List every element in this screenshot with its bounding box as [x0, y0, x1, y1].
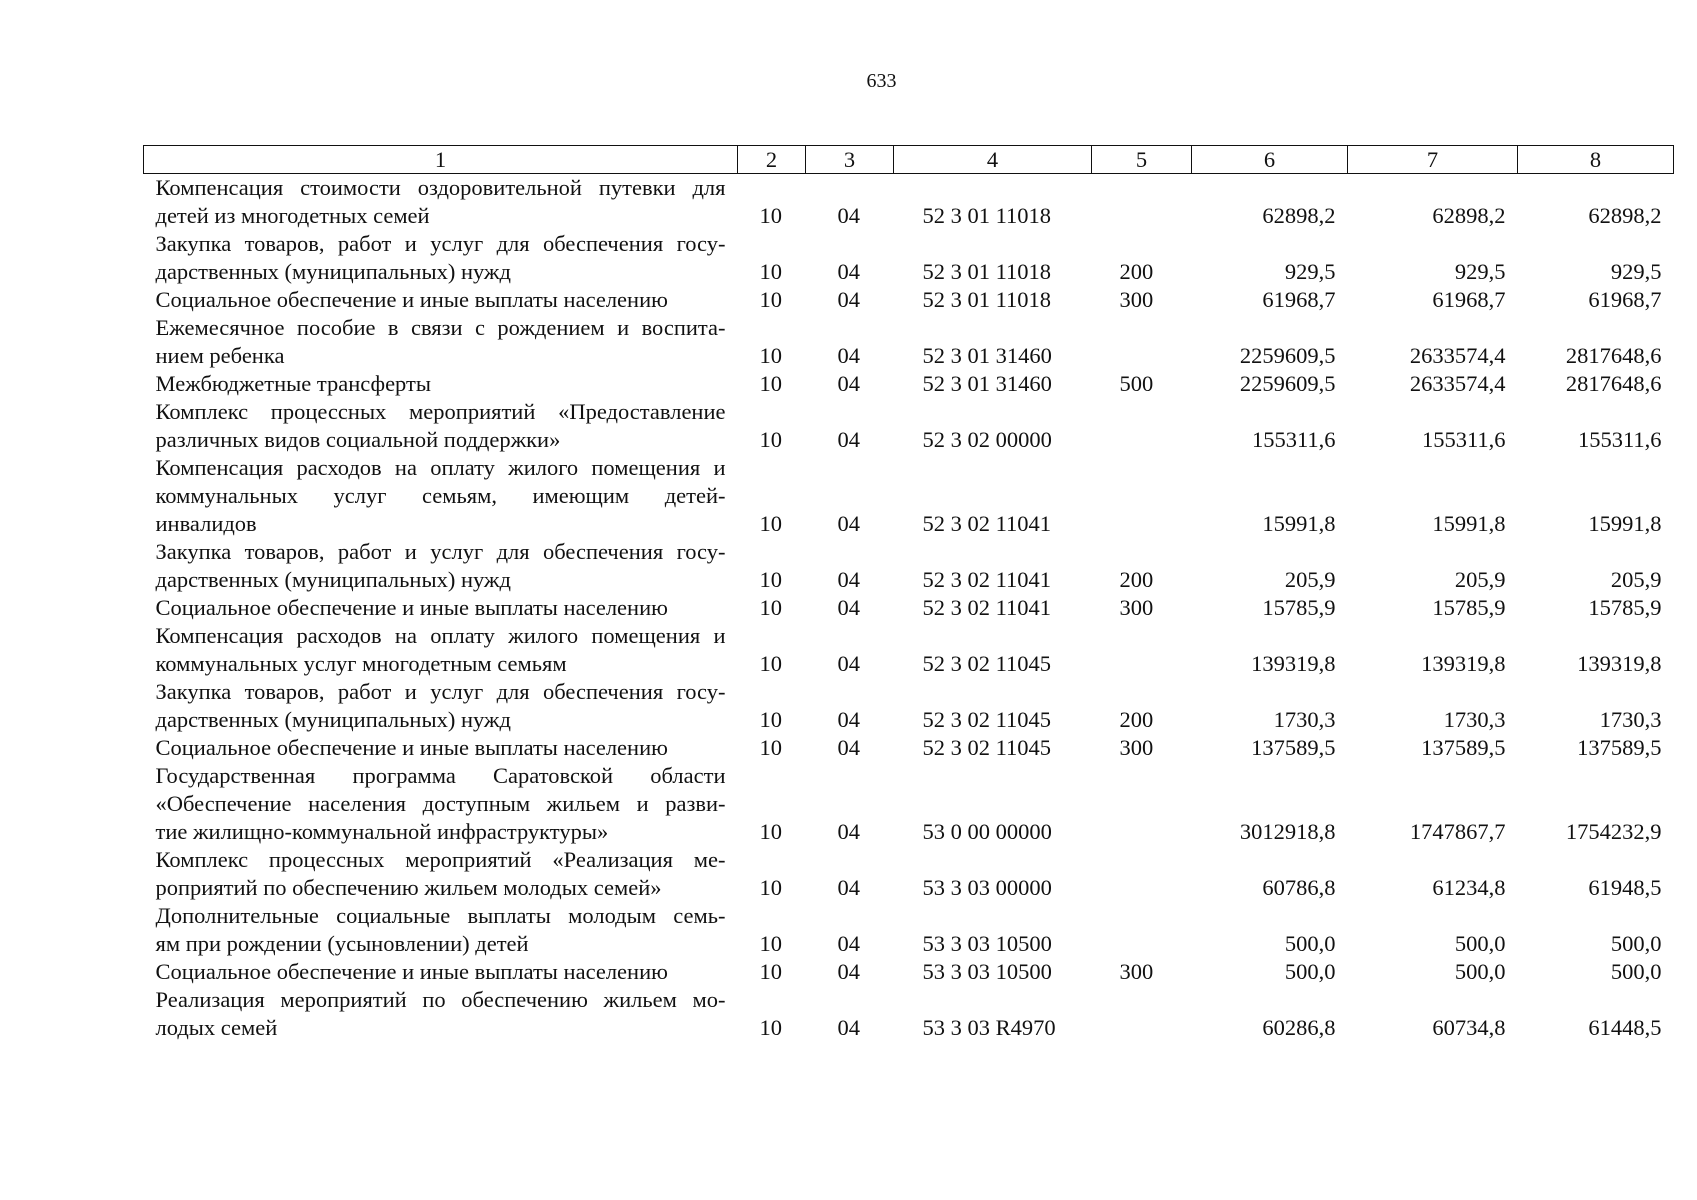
item-name-line: Закупка товаров, работ и услуг для обеспечения госу- [155, 679, 726, 704]
item-name-line: Компенсация стоимости оздоровительной путевки для [155, 175, 726, 200]
table-row [144, 846, 1674, 902]
target-article-code: 52 3 02 11041 [922, 511, 1052, 536]
amount-col-6: 15991,8 [1262, 511, 1336, 536]
item-name-line: различных видов социальной поддержки» [155, 427, 561, 452]
subsection-code: 04 [837, 203, 860, 228]
page-number: 633 [866, 70, 897, 92]
amount-col-6: 61968,7 [1262, 287, 1336, 312]
expense-type-code: 200 [1119, 259, 1154, 284]
expense-type-code [1092, 174, 1192, 231]
section-code: 10 [759, 287, 782, 312]
amount-col-8: 500,0 [1610, 931, 1662, 956]
header-col-6: 6 [1192, 146, 1348, 174]
expense-type-code: 300 [1119, 735, 1154, 760]
amount-col-6: 205,9 [1284, 567, 1336, 592]
table-row [144, 734, 1674, 762]
expense-type-code: 300 [1119, 959, 1154, 984]
amount-col-8: 61448,5 [1588, 1015, 1662, 1040]
table-row [144, 174, 1674, 231]
amount-col-6: 15785,9 [1262, 595, 1336, 620]
item-name-line: Социальное обеспечение и иные выплаты населению [155, 287, 668, 312]
expense-type-code [1092, 762, 1192, 846]
target-article-code: 52 3 02 11045 [922, 651, 1052, 676]
amount-col-7: 500,0 [1454, 931, 1506, 956]
subsection-code: 04 [837, 875, 860, 900]
item-name [144, 594, 738, 622]
target-article-code: 53 0 00 00000 [922, 819, 1052, 844]
item-name-line: Социальное обеспечение и иные выплаты населению [155, 959, 668, 984]
amount-col-7: 61234,8 [1432, 875, 1506, 900]
expense-type-code [1092, 902, 1192, 958]
table-row [144, 314, 1674, 370]
section-code: 10 [759, 371, 782, 396]
item-name [144, 538, 738, 594]
item-name-line: Закупка товаров, работ и услуг для обеспечения госу- [155, 231, 726, 256]
subsection-code: 04 [837, 511, 860, 536]
table-row [144, 286, 1674, 314]
target-article-code: 52 3 02 11041 [922, 595, 1052, 620]
header-col-3: 3 [806, 146, 894, 174]
table-header [144, 146, 1674, 174]
item-name-line: Социальное обеспечение и иные выплаты населению [155, 735, 668, 760]
amount-col-7: 205,9 [1454, 567, 1506, 592]
subsection-code: 04 [837, 567, 860, 592]
section-code: 10 [759, 567, 782, 592]
item-name [144, 622, 738, 678]
target-article-code: 52 3 02 11041 [922, 567, 1052, 592]
amount-col-6: 500,0 [1284, 959, 1336, 984]
item-name [144, 846, 738, 902]
header-col-1: 1 [144, 146, 738, 174]
subsection-code: 04 [837, 931, 860, 956]
section-code: 10 [759, 203, 782, 228]
target-article-code: 53 3 03 R4970 [922, 1015, 1056, 1040]
expense-type-code [1092, 454, 1192, 538]
subsection-code: 04 [837, 371, 860, 396]
item-name [144, 454, 738, 538]
section-code: 10 [759, 343, 782, 368]
amount-col-7: 137589,5 [1421, 735, 1506, 760]
target-article-code: 53 3 03 10500 [922, 931, 1052, 956]
amount-col-8: 139319,8 [1577, 651, 1662, 676]
item-name-line: дарственных (муниципальных) нужд [155, 259, 511, 284]
header-col-2: 2 [738, 146, 806, 174]
item-name [144, 678, 738, 734]
amount-col-8: 1730,3 [1599, 707, 1662, 732]
amount-col-8: 137589,5 [1577, 735, 1662, 760]
amount-col-7: 1730,3 [1443, 707, 1506, 732]
target-article-code: 52 3 02 11045 [922, 735, 1052, 760]
item-name [144, 398, 738, 454]
section-code: 10 [759, 595, 782, 620]
section-code: 10 [759, 875, 782, 900]
amount-col-6: 155311,6 [1251, 427, 1336, 452]
header-row [144, 146, 1674, 174]
item-name-line: Государственная программа Саратовской области [155, 763, 726, 788]
header-col-7: 7 [1348, 146, 1518, 174]
target-article-code: 52 3 01 11018 [922, 203, 1052, 228]
item-name-line: дарственных (муниципальных) нужд [155, 707, 511, 732]
item-name-line: ям при рождении (усыновлении) детей [155, 931, 529, 956]
amount-col-8: 61968,7 [1588, 287, 1662, 312]
section-code: 10 [759, 427, 782, 452]
item-name-line: роприятий по обеспечению жильем молодых семей» [155, 875, 662, 900]
amount-col-7: 15991,8 [1432, 511, 1506, 536]
amount-col-8: 2817648,6 [1565, 343, 1662, 368]
item-name [144, 370, 738, 398]
target-article-code: 53 3 03 10500 [922, 959, 1052, 984]
section-code: 10 [759, 707, 782, 732]
item-name-line: тие жилищно-коммунальной инфраструктуры» [155, 819, 609, 844]
item-name-line: нием ребенка [155, 343, 285, 368]
item-name-line: Дополнительные социальные выплаты молодым семь- [155, 903, 726, 928]
item-name [144, 314, 738, 370]
table-row [144, 622, 1674, 678]
amount-col-7: 2633574,4 [1409, 343, 1506, 368]
subsection-code: 04 [837, 287, 860, 312]
target-article-code: 52 3 01 11018 [922, 259, 1052, 284]
section-code: 10 [759, 259, 782, 284]
amount-col-8: 929,5 [1610, 259, 1662, 284]
table-row [144, 538, 1674, 594]
table-row [144, 370, 1674, 398]
section-code: 10 [759, 511, 782, 536]
section-code: 10 [759, 651, 782, 676]
amount-col-8: 15991,8 [1588, 511, 1662, 536]
expense-type-code: 300 [1119, 287, 1154, 312]
amount-col-7: 139319,8 [1421, 651, 1506, 676]
subsection-code: 04 [837, 735, 860, 760]
item-name-line: коммунальных услуг многодетным семьям [155, 651, 567, 676]
amount-col-8: 155311,6 [1577, 427, 1662, 452]
amount-col-6: 2259609,5 [1239, 371, 1336, 396]
amount-col-7: 61968,7 [1432, 287, 1506, 312]
table-row [144, 902, 1674, 958]
item-name [144, 986, 738, 1042]
amount-col-7: 15785,9 [1432, 595, 1506, 620]
expense-type-code: 300 [1119, 595, 1154, 620]
item-name [144, 230, 738, 286]
amount-col-6: 139319,8 [1251, 651, 1336, 676]
table-body [144, 174, 1674, 1043]
subsection-code: 04 [837, 259, 860, 284]
amount-col-8: 1754232,9 [1565, 819, 1662, 844]
subsection-code: 04 [837, 819, 860, 844]
amount-col-6: 929,5 [1284, 259, 1336, 284]
amount-col-7: 500,0 [1454, 959, 1506, 984]
table-row [144, 594, 1674, 622]
section-code: 10 [759, 819, 782, 844]
table-row [144, 398, 1674, 454]
item-name-line: коммунальных услуг семьям, имеющим детей- [155, 483, 726, 508]
amount-col-8: 500,0 [1610, 959, 1662, 984]
amount-col-6: 137589,5 [1251, 735, 1336, 760]
section-code: 10 [759, 959, 782, 984]
item-name-line: дарственных (муниципальных) нужд [155, 567, 511, 592]
amount-col-6: 3012918,8 [1239, 819, 1336, 844]
expense-type-code [1092, 314, 1192, 370]
item-name [144, 958, 738, 986]
item-name-line: Межбюджетные трансферты [155, 371, 431, 396]
amount-col-8: 205,9 [1610, 567, 1662, 592]
amount-col-6: 62898,2 [1262, 203, 1336, 228]
header-col-8: 8 [1518, 146, 1674, 174]
target-article-code: 52 3 01 31460 [922, 371, 1052, 396]
expense-type-code: 200 [1119, 567, 1154, 592]
amount-col-7: 929,5 [1454, 259, 1506, 284]
amount-col-7: 155311,6 [1421, 427, 1506, 452]
target-article-code: 52 3 01 31460 [922, 343, 1052, 368]
item-name-line: Компенсация расходов на оплату жилого помещения и [155, 455, 726, 480]
expense-type-code [1092, 622, 1192, 678]
budget-table [143, 145, 1674, 1042]
item-name-line: лодых семей [155, 1015, 278, 1040]
amount-col-6: 500,0 [1284, 931, 1336, 956]
table-row [144, 454, 1674, 538]
amount-col-8: 15785,9 [1588, 595, 1662, 620]
amount-col-6: 1730,3 [1273, 707, 1336, 732]
item-name [144, 902, 738, 958]
target-article-code: 52 3 02 11045 [922, 707, 1052, 732]
subsection-code: 04 [837, 651, 860, 676]
item-name [144, 286, 738, 314]
subsection-code: 04 [837, 595, 860, 620]
section-code: 10 [759, 735, 782, 760]
header-col-5: 5 [1092, 146, 1192, 174]
section-code: 10 [759, 931, 782, 956]
amount-col-7: 1747867,7 [1409, 819, 1506, 844]
item-name-line: Комплекс процессных мероприятий «Предоставление [155, 399, 726, 424]
item-name-line: детей из многодетных семей [155, 203, 430, 228]
item-name [144, 734, 738, 762]
item-name-line: Ежемесячное пособие в связи с рождением и воспита- [155, 315, 726, 340]
target-article-code: 52 3 02 00000 [922, 427, 1052, 452]
table-row [144, 986, 1674, 1042]
expense-type-code [1092, 846, 1192, 902]
expense-type-code: 500 [1119, 371, 1154, 396]
item-name-line: Реализация мероприятий по обеспечению жильем мо- [155, 987, 726, 1012]
item-name-line: Социальное обеспечение и иные выплаты населению [155, 595, 668, 620]
table-row [144, 762, 1674, 846]
item-name-line: инвалидов [155, 511, 257, 536]
item-name-line: Комплекс процессных мероприятий «Реализация ме- [155, 847, 726, 872]
item-name-line: Закупка товаров, работ и услуг для обеспечения госу- [155, 539, 726, 564]
section-code: 10 [759, 1015, 782, 1040]
subsection-code: 04 [837, 959, 860, 984]
amount-col-7: 60734,8 [1432, 1015, 1506, 1040]
table-row [144, 230, 1674, 286]
item-name-line: Компенсация расходов на оплату жилого помещения и [155, 623, 726, 648]
subsection-code: 04 [837, 1015, 860, 1040]
amount-col-6: 60786,8 [1262, 875, 1336, 900]
amount-col-7: 2633574,4 [1409, 371, 1506, 396]
expense-type-code [1092, 986, 1192, 1042]
header-col-4: 4 [894, 146, 1092, 174]
target-article-code: 52 3 01 11018 [922, 287, 1052, 312]
amount-col-7: 62898,2 [1432, 203, 1506, 228]
amount-col-8: 62898,2 [1588, 203, 1662, 228]
amount-col-6: 2259609,5 [1239, 343, 1336, 368]
item-name [144, 762, 738, 846]
table-row [144, 958, 1674, 986]
item-name [144, 174, 738, 231]
subsection-code: 04 [837, 707, 860, 732]
item-name-line: «Обеспечение населения доступным жильем и разви- [155, 791, 726, 816]
amount-col-8: 2817648,6 [1565, 371, 1662, 396]
subsection-code: 04 [837, 343, 860, 368]
target-article-code: 53 3 03 00000 [922, 875, 1052, 900]
table-row [144, 678, 1674, 734]
expense-type-code: 200 [1119, 707, 1154, 732]
amount-col-8: 61948,5 [1588, 875, 1662, 900]
subsection-code: 04 [837, 427, 860, 452]
amount-col-6: 60286,8 [1262, 1015, 1336, 1040]
expense-type-code [1092, 398, 1192, 454]
